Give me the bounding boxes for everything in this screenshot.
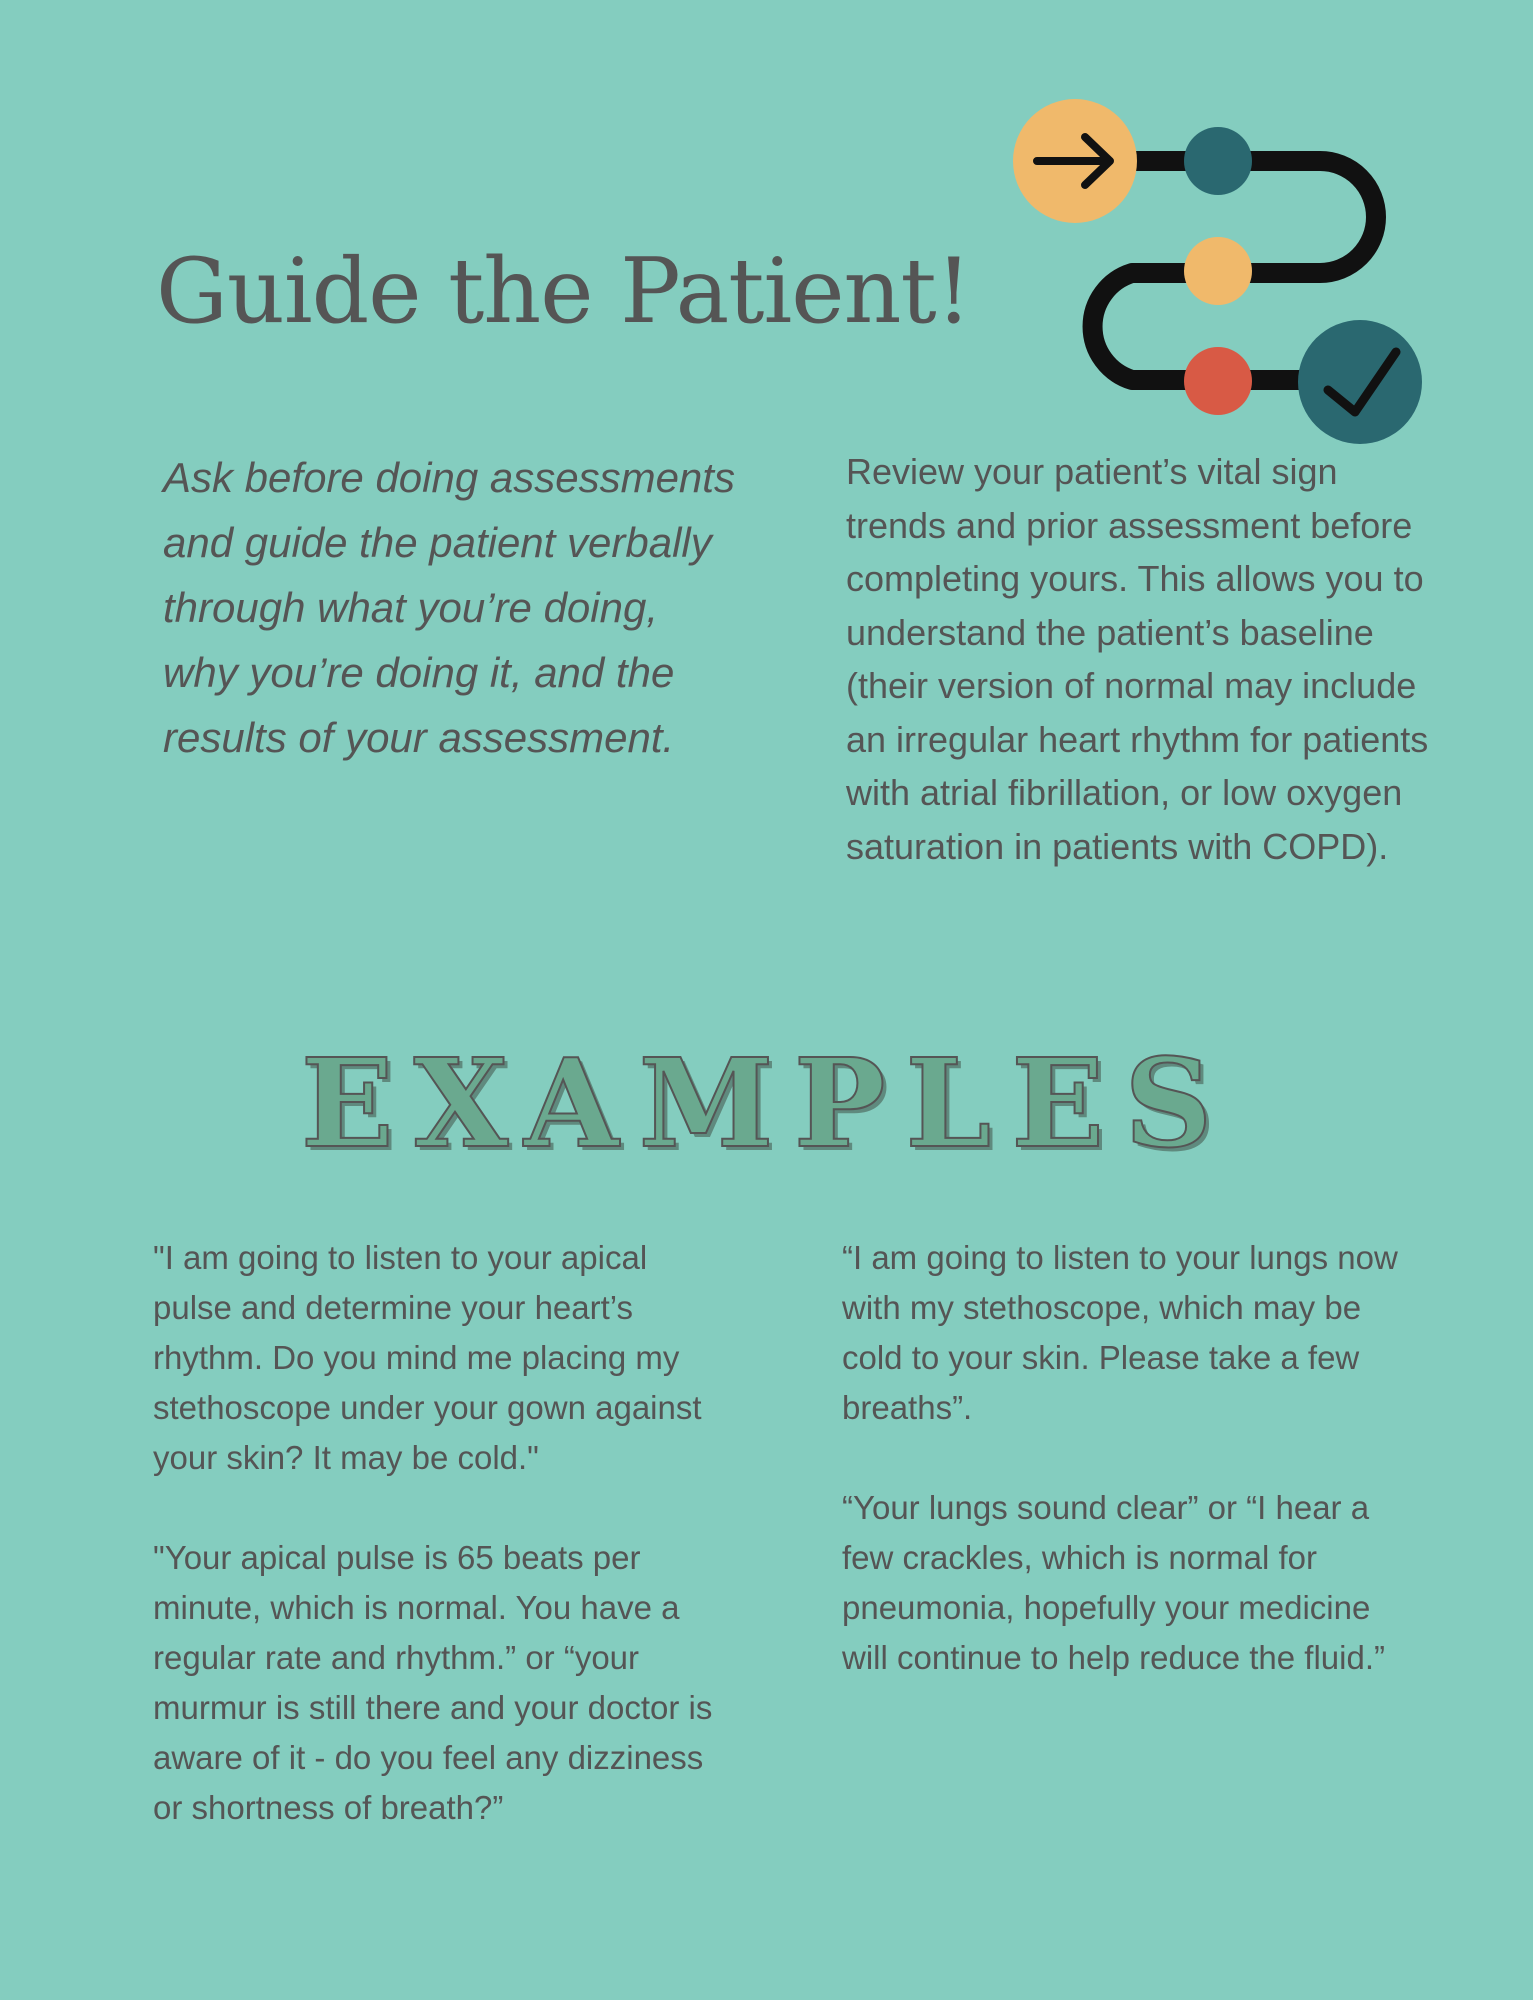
step-dot-2 xyxy=(1184,237,1252,305)
step-dot-1 xyxy=(1184,127,1252,195)
examples-heading: EXAMPLES xyxy=(300,1031,1233,1175)
intro-review-text: Review your patient’s vital sign trends and prior assessment before completing yours. This allows you to understand the patient’s baseline (their version of normal may include an irregular heart rhythm for patients with atrial fibrillation, or low oxygen saturation in patients with COPD). xyxy=(846,451,1429,867)
step-dot-3 xyxy=(1184,347,1252,415)
example-apical-pulse-ask: "I am going to listen to your apical pulse and determine your heart’s rhythm. Do you mind me placing my stethoscope under your gown against your skin? It may be cold." xyxy=(153,1239,702,1476)
example-apical-pulse-result: "Your apical pulse is 65 beats per minute, which is normal. You have a regular rate and rhythm.” or “your murmur is still there and your doctor is aware of it - do you feel any dizziness or shortness of breath?” xyxy=(153,1539,713,1826)
page-title: Guide the Patient! xyxy=(156,239,971,344)
example-lungs-ask: “I am going to listen to your lungs now with my stethoscope, which may be cold to your skin. Please take a few breaths”. xyxy=(842,1239,1398,1426)
journey-path-icon xyxy=(1010,90,1450,460)
examples-left-column xyxy=(153,1233,713,1883)
intro-guidance-text: Ask before doing assessments and guide the patient verbally through what you’re doing, why you’re doing it, and the results of your assessment. xyxy=(163,454,735,761)
example-lungs-result: “Your lungs sound clear” or “I hear a few crackles, which is normal for pneumonia, hopefully your medicine will continue to help reduce the fluid.” xyxy=(842,1489,1385,1676)
examples-right-column xyxy=(842,1233,1402,1733)
arrow-right-icon xyxy=(1013,99,1137,223)
checkmark-icon xyxy=(1298,320,1422,444)
